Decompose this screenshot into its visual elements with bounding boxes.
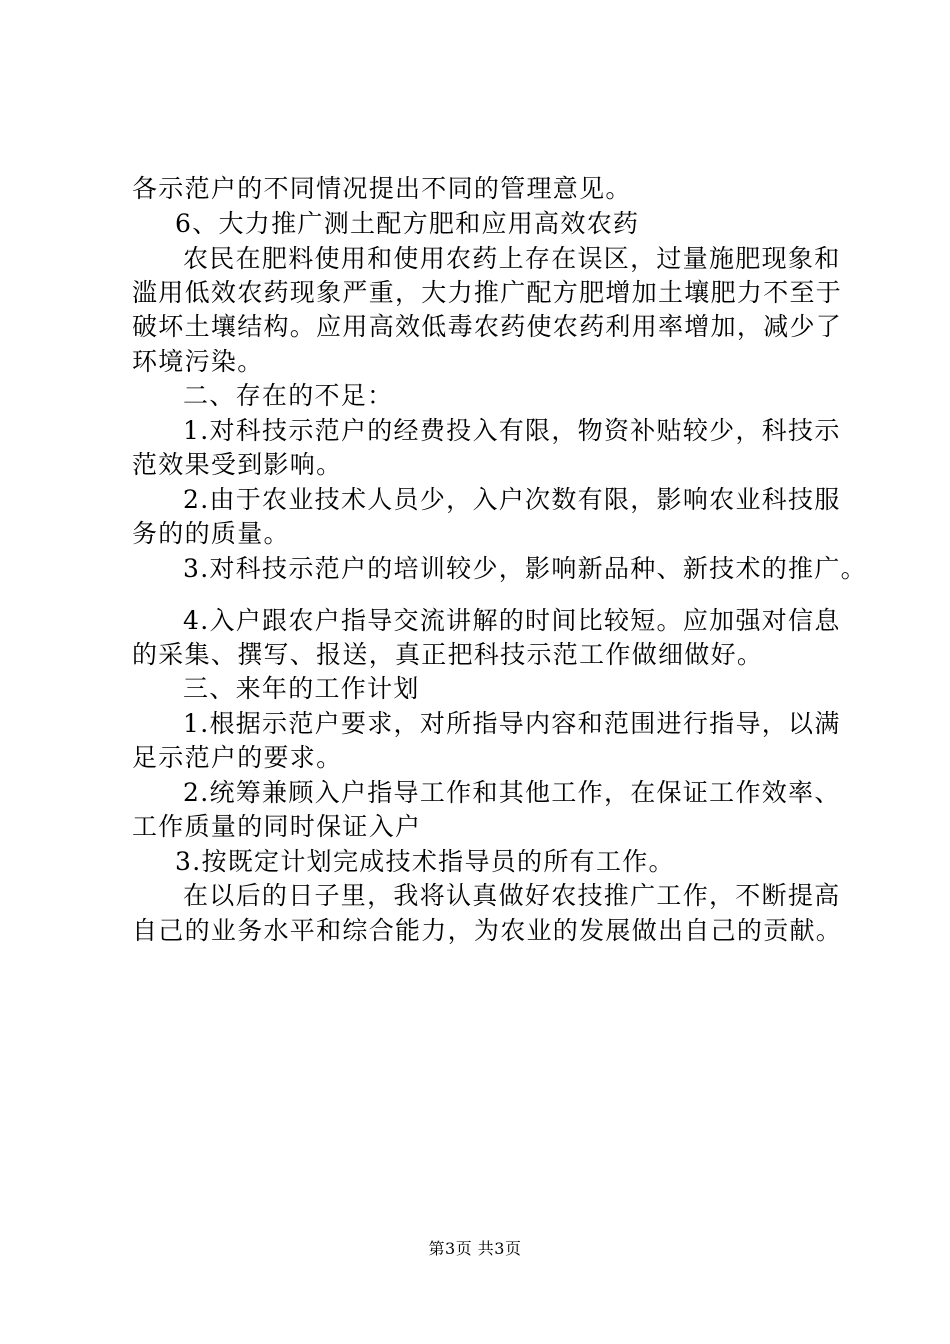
body-line: 在以后的日子里，我将认真做好农技推广工作，不断提高 bbox=[183, 881, 841, 910]
body-line: 工作质量的同时保证入户 bbox=[132, 812, 422, 841]
body-line: 的采集、撰写、报送，真正把科技示范工作做细做好。 bbox=[132, 640, 764, 669]
page-number-footer: 第3页 共3页 bbox=[428, 1239, 522, 1258]
list-item: 4.入户跟农户指导交流讲解的时间比较短。应加强对信息 bbox=[183, 606, 841, 635]
list-item: 3.按既定计划完成技术指导员的所有工作。 bbox=[175, 847, 675, 876]
list-item: 2.统筹兼顾入户指导工作和其他工作，在保证工作效率、 bbox=[183, 778, 841, 807]
list-item: 2.由于农业技术人员少，入户次数有限，影响农业科技服 bbox=[183, 485, 841, 514]
body-line: 自己的业务水平和综合能力，为农业的发展做出自己的贡献。 bbox=[132, 916, 843, 945]
body-line: 各示范户的不同情况提出不同的管理意见。 bbox=[132, 174, 632, 203]
list-item: 1.根据示范户要求，对所指导内容和范围进行指导，以满 bbox=[183, 709, 841, 738]
body-line: 滥用低效农药现象严重，大力推广配方肥增加土壤肥力不至于 bbox=[132, 278, 843, 307]
body-line: 足示范户的要求。 bbox=[132, 743, 343, 772]
section-heading: 6、大力推广测土配方肥和应用高效农药 bbox=[175, 209, 640, 238]
body-line: 破坏土壤结构。应用高效低毒农药使农药利用率增加，减少了 bbox=[132, 312, 843, 341]
section-heading: 三、来年的工作计划 bbox=[183, 674, 420, 703]
body-line: 农民在肥料使用和使用农药上存在误区，过量施肥现象和 bbox=[183, 244, 841, 273]
body-line: 环境污染。 bbox=[132, 347, 264, 376]
list-item: 3.对科技示范户的培训较少，影响新品种、新技术的推广。 bbox=[183, 554, 867, 583]
list-item: 1.对科技示范户的经费投入有限，物资补贴较少，科技示 bbox=[183, 416, 841, 445]
body-line: 务的的质量。 bbox=[132, 519, 290, 548]
section-heading: 二、存在的不足： bbox=[183, 381, 394, 410]
body-line: 范效果受到影响。 bbox=[132, 450, 343, 479]
